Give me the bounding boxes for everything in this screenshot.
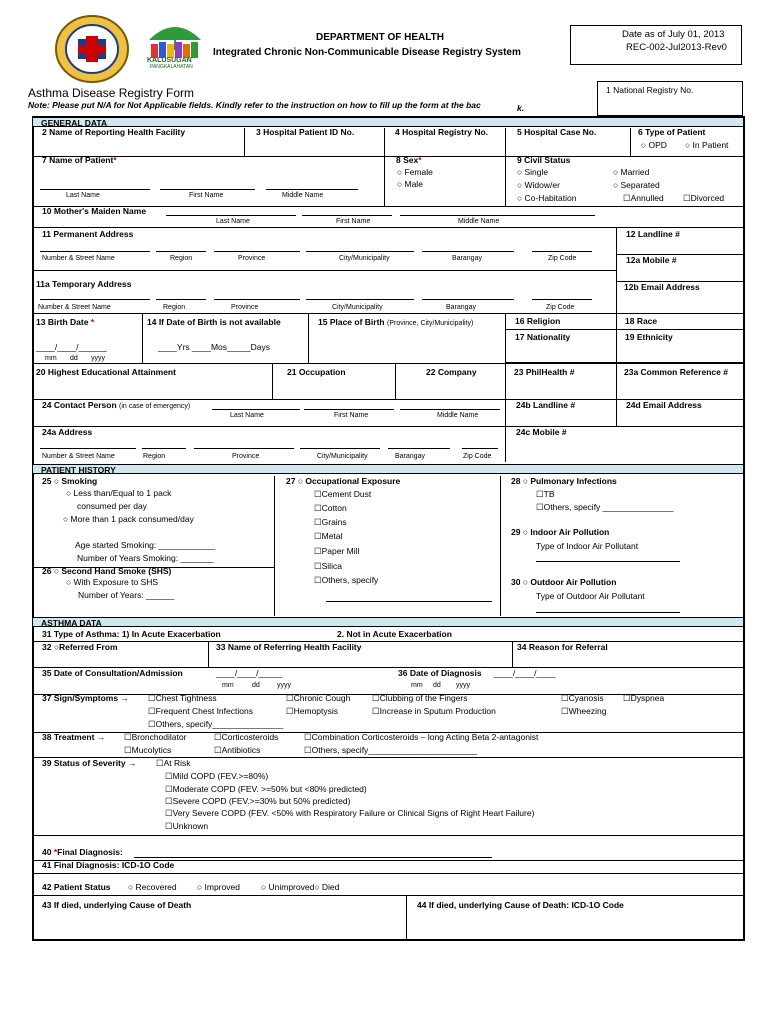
sym-increase-sputum-checkbox[interactable]: ☐Increase in Sputum Production — [372, 706, 496, 716]
field-35-label: 35 Date of Consultation/Admission — [42, 668, 183, 678]
field-24b-label: 24b Landline # — [516, 400, 576, 410]
field-24a-label: 24a Address — [42, 427, 93, 437]
field-13-label: 13 Birth Date * — [36, 317, 95, 327]
occ-papermill-checkbox[interactable]: ☐Paper Mill — [314, 546, 360, 556]
field-15-label: 15 Place of Birth (Province, City/Municipality) — [318, 317, 474, 327]
sym-freq-chest-checkbox[interactable]: ☐Frequent Chest Infections — [148, 706, 253, 716]
consultation-date-input[interactable]: ____/____/_____ — [216, 668, 283, 678]
field-34-label: 34 Reason for Referral — [517, 642, 608, 652]
field-12a-label: 12a Mobile # — [626, 255, 677, 265]
field-36-label: 36 Date of Diagnosis — [398, 668, 482, 678]
sym-cyanosis-checkbox[interactable]: ☐Cyanosis — [561, 693, 604, 703]
contact-region-label: Region — [143, 453, 166, 460]
section-asthma-data: ASTHMA DATA — [32, 617, 744, 627]
inpatient-radio[interactable]: ○ In Patient — [685, 140, 729, 150]
indoor-type-label: Type of Indoor Air Pollutant — [536, 541, 639, 551]
field-11-label: 11 Permanent Address — [42, 229, 134, 239]
perm-region-label: Region — [170, 255, 193, 262]
field-12b-label: 12b Email Address — [624, 282, 700, 292]
field-24d-label: 24d Email Address — [626, 400, 702, 410]
name-middle-label: Middle Name — [282, 192, 324, 199]
occ-silica-checkbox[interactable]: ☐Silica — [314, 561, 342, 571]
field-30-label: 30 ○ Outdoor Air Pollution — [511, 577, 617, 587]
field-41-label: 41 Final Diagnosis: ICD-1O Code — [42, 860, 175, 870]
field-8-label: 8 Sex* — [396, 155, 422, 165]
sev-very-severe-checkbox[interactable]: ☐Very Severe COPD (FEV. <50% with Respiratory Failure or Clinical Signs of Right Heart Failure) — [165, 808, 535, 818]
field-27-label: 27 ○ Occupational Exposure — [286, 476, 401, 486]
consult-mm: mm — [222, 682, 234, 689]
sev-at-risk-checkbox[interactable]: ☐At Risk — [156, 758, 191, 768]
sym-chest-tightness-checkbox[interactable]: ☐Chest Tightness — [148, 693, 217, 703]
years-smoking-field[interactable]: Number of Years Smoking: _______ — [77, 553, 214, 563]
perm-zip-label: Zip Code — [548, 255, 577, 262]
field-21-label: 21 Occupation — [287, 367, 346, 377]
field-17-label: 17 Nationality — [515, 332, 571, 342]
field-43-label: 43 If died, underlying Cause of Death — [42, 900, 192, 910]
form-code: REC-002-Jul2013-Rev0 — [626, 42, 727, 53]
field-4-label: 4 Hospital Registry No. — [395, 127, 489, 137]
date-as-of: Date as of July 01, 2013 — [622, 29, 725, 40]
smoking-consumed-text: consumed per day — [77, 501, 147, 511]
contact-last-label: Last Name — [230, 412, 264, 419]
field-23-label: 23 PhilHealth # — [514, 367, 575, 377]
sym-dyspnea-checkbox[interactable]: ☐Dyspnea — [623, 693, 665, 703]
contact-barangay-label: Barangay — [395, 453, 425, 460]
smoking-less-radio[interactable]: ○ Less than/Equal to 1 pack — [66, 488, 172, 498]
diag-dd-label: dd — [433, 682, 441, 689]
occ-metal-checkbox[interactable]: ☐Metal — [314, 531, 343, 541]
maiden-middle-label: Middle Name — [458, 218, 500, 225]
temp-barangay-label: Barangay — [446, 304, 476, 311]
section-patient-history: PATIENT HISTORY — [32, 464, 744, 474]
field-11a-label: 11a Temporary Address — [36, 279, 132, 289]
field-42-label: 42 Patient Status — [42, 882, 111, 892]
logo-pangkalahatan-text: PANGKALAHATAN — [150, 64, 193, 70]
status-unimproved-radio[interactable]: ○ Unimproved○ Died — [261, 882, 340, 892]
doh-seal-logo — [52, 14, 132, 84]
perm-city-label: City/Municipality — [339, 255, 390, 262]
sev-unknown-checkbox[interactable]: ☐Unknown — [165, 821, 209, 831]
field-9-label: 9 Civil Status — [517, 155, 571, 165]
perm-province-label: Province — [238, 255, 266, 262]
name-last-label: Last Name — [66, 192, 100, 199]
civil-widow-radio[interactable]: ○ Widow/er — [517, 180, 560, 190]
consult-dd-label: dd — [252, 682, 260, 689]
field-12-label: 12 Landline # — [626, 229, 680, 239]
inpatient-label: In Patient — [692, 140, 729, 150]
status-improved-radio[interactable]: ○ Improved — [197, 882, 240, 892]
field-2-label: 2 Name of Reporting Health Facility — [42, 127, 186, 137]
diag-mm-label: mm — [411, 682, 423, 689]
sym-chronic-cough-checkbox[interactable]: ☐Chronic Cough — [286, 693, 351, 703]
field-10-label: 10 Mother's Maiden Name — [42, 206, 147, 216]
field-26-label: 26 ○ Second Hand Smoke (SHS) — [42, 566, 172, 576]
diag-yyyy-label: yyyy — [456, 682, 470, 689]
occ-cement-checkbox[interactable]: ☐Cement Dust — [314, 489, 372, 499]
field-18-label: 18 Race — [625, 316, 658, 326]
tx-combination-checkbox[interactable]: ☐Combination Corticosteroids – long Acting Beta 2-antagonist — [304, 732, 539, 742]
age-started-field[interactable]: Age started Smoking: ____________ — [75, 540, 216, 550]
civil-cohab-radio[interactable]: ○ Co-Habitation — [517, 193, 577, 203]
birth-yyyy-label: yyyy — [91, 355, 105, 362]
shs-years-field[interactable]: Number of Years: ______ — [78, 590, 175, 600]
field-24-label: 24 Contact Person (in case of emergency) — [42, 400, 191, 410]
field-32-label: 32 ○Referred From — [42, 642, 118, 652]
temp-street-label: Number & Street Name — [38, 304, 111, 311]
opd-radio[interactable]: ○ OPD — [641, 140, 667, 150]
opd-label: OPD — [648, 140, 667, 150]
field-20-label: 20 Highest Educational Attainment — [36, 367, 176, 377]
civil-single-radio[interactable]: ○ Single — [517, 167, 549, 177]
sev-moderate-checkbox[interactable]: ☐Moderate COPD (FEV. >=50% but <80% predicted) — [165, 784, 367, 794]
birthdate-input[interactable]: ____/____/______ — [36, 342, 107, 352]
form-title: Asthma Disease Registry Form — [28, 86, 195, 100]
field-33-label: 33 Name of Referring Health Facility — [216, 642, 362, 652]
contact-zip-label: Zip Code — [463, 453, 492, 460]
sym-clubbing-checkbox[interactable]: ☐Clubbing of the Fingers — [372, 693, 468, 703]
national-registry-label: 1 National Registry No. — [606, 85, 694, 95]
sev-severe-checkbox[interactable]: ☐Severe COPD (FEV.>=30% but 50% predicted) — [165, 796, 351, 806]
section-general-data: GENERAL DATA — [32, 117, 744, 127]
birth-mm-label: mm — [45, 355, 57, 362]
field-39-label: 39 Status of Severity → — [42, 758, 137, 768]
age-estimate-input[interactable]: ____Yrs ____Mos_____Days — [158, 342, 271, 352]
sev-mild-checkbox[interactable]: ☐Mild COPD (FEV.>=80%) — [165, 771, 269, 781]
sym-wheezing-checkbox[interactable]: ☐Wheezing — [561, 706, 607, 716]
consult-yyyy-label: yyyy — [277, 682, 291, 689]
sym-others-checkbox[interactable]: ☐Others, specify_______________ — [148, 719, 284, 729]
diagnosis-date-input[interactable]: ____/____/____ — [494, 668, 556, 678]
logo-kalusugan-text: KALUSUGAN — [147, 57, 192, 64]
name-first-label: First Name — [189, 192, 224, 199]
contact-province-label: Province — [232, 453, 260, 460]
maiden-last-label: Last Name — [216, 218, 250, 225]
temp-city-label: City/Municipality — [332, 304, 383, 311]
outdoor-type-label: Type of Outdoor Air Pollutant — [536, 591, 645, 601]
sex-female-radio[interactable]: ○ Female — [397, 167, 433, 177]
occ-others-checkbox[interactable]: ☐Others, specify — [314, 575, 379, 585]
field-31-label: 31 Type of Asthma: 1) In Acute Exacerbation — [42, 629, 221, 639]
tx-bronchodilator-checkbox[interactable]: ☐Bronchodilator — [124, 732, 187, 742]
field-24c-label: 24c Mobile # — [516, 427, 567, 437]
occ-grains-checkbox[interactable]: ☐Grains — [314, 517, 347, 527]
field-40-label: 40 *Final Diagnosis: — [42, 847, 123, 857]
contact-street-label: Number & Street Name — [42, 453, 115, 460]
field-28-label: 28 ○ Pulmonary Infections — [511, 476, 617, 486]
temp-zip-label: Zip Code — [546, 304, 575, 311]
field-25-label: 25 ○ Smoking — [42, 476, 98, 486]
tx-others-checkbox[interactable]: ☐Others, specify_______________________ — [304, 745, 478, 755]
shs-exposure-radio[interactable]: ○ With Exposure to SHS — [66, 577, 159, 587]
sex-male-radio[interactable]: ○ Male — [397, 179, 423, 189]
field-29-label: 29 ○ Indoor Air Pollution — [511, 527, 610, 537]
field-37-label: 37 Sign/Symptoms → — [42, 693, 129, 703]
maiden-first-label: First Name — [336, 218, 371, 225]
field-44-label: 44 If died, underlying Cause of Death: ICD-1O Code — [417, 900, 624, 910]
perm-barangay-label: Barangay — [452, 255, 482, 262]
pulm-tb-checkbox[interactable]: ☐TB — [536, 489, 555, 499]
contact-city-label: City/Municipality — [317, 453, 368, 460]
system-title: Integrated Chronic Non-Communicable Disease Registry System — [213, 47, 521, 58]
civil-separated-radio[interactable]: ○ Separated — [613, 180, 660, 190]
form-note-tail: k. — [517, 103, 525, 113]
contact-first-label: First Name — [334, 412, 369, 419]
birth-dd-label: dd — [70, 355, 78, 362]
kalusugan-logo — [145, 14, 205, 84]
temp-province-label: Province — [231, 304, 259, 311]
civil-annulled-checkbox[interactable]: ☐Annulled — [623, 193, 664, 203]
tx-antibiotics-checkbox[interactable]: ☐Antibiotics — [214, 745, 261, 755]
dept-title: DEPARTMENT OF HEALTH — [316, 32, 444, 43]
field-19-label: 19 Ethnicity — [625, 332, 673, 342]
field-22-label: 22 Company — [426, 367, 477, 377]
tx-mucolytics-checkbox[interactable]: ☐Mucolytics — [124, 745, 172, 755]
field-5-label: 5 Hospital Case No. — [517, 127, 597, 137]
field-14-label: 14 If Date of Birth is not available — [147, 317, 281, 327]
field-38-label: 38 Treatment → — [42, 732, 106, 742]
field-3-label: 3 Hospital Patient ID No. — [256, 127, 355, 137]
contact-middle-label: Middle Name — [437, 412, 479, 419]
form-note: Note: Please put N/A for Not Applicable fields. Kindly refer to the instruction on how to fill up the form at the bac — [28, 100, 481, 110]
field-31b-label: 2. Not in Acute Exacerbation — [337, 629, 452, 639]
civil-married-radio[interactable]: ○ Married — [613, 167, 650, 177]
civil-divorced-checkbox[interactable]: ☐Divorced — [683, 193, 725, 203]
field-7-label: 7 Name of Patient* — [42, 155, 117, 165]
perm-street-label: Number & Street Name — [42, 255, 115, 262]
field-6-label: 6 Type of Patient — [638, 127, 706, 137]
field-16-label: 16 Religion — [515, 316, 561, 326]
sym-hemoptysis-checkbox[interactable]: ☐Hemoptysis — [286, 706, 339, 716]
status-recovered-radio[interactable]: ○ Recovered — [128, 882, 177, 892]
smoking-more-radio[interactable]: ○ More than 1 pack consumed/day — [63, 514, 194, 524]
pulm-others-checkbox[interactable]: ☐Others, specify _______________ — [536, 502, 674, 512]
temp-region-label: Region — [163, 304, 186, 311]
occ-cotton-checkbox[interactable]: ☐Cotton — [314, 503, 347, 513]
tx-corticosteroids-checkbox[interactable]: ☐Corticosteroids — [214, 732, 279, 742]
field-23a-label: 23a Common Reference # — [624, 367, 728, 377]
